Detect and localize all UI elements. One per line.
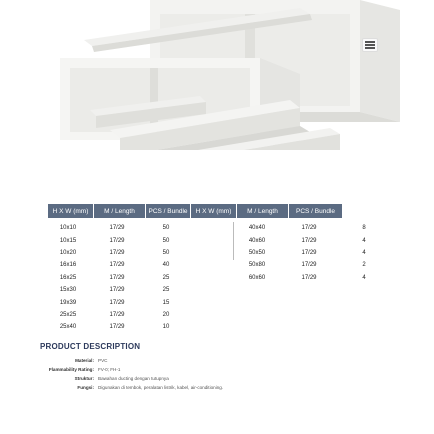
cell-pcs: 2 — [362, 262, 366, 269]
table-row — [48, 247, 186, 259]
product-description-list — [40, 356, 223, 392]
header-length-left: M / Length — [94, 204, 146, 218]
table-row — [48, 296, 186, 308]
brand-logo-icon — [362, 38, 378, 52]
cell-pcs: 50 — [162, 237, 170, 244]
description-value: PVC — [98, 358, 108, 363]
header-length-right: M / Length — [237, 204, 289, 218]
cell-length: 17/29 — [109, 274, 125, 281]
cell-length: 17/29 — [301, 225, 317, 232]
cell-pcs: 4 — [362, 249, 366, 256]
table-row — [48, 272, 186, 284]
spec-table-right — [234, 222, 390, 284]
table-row — [234, 247, 390, 259]
cell-pcs: 15 — [162, 299, 170, 306]
description-row — [40, 374, 223, 383]
description-row — [40, 365, 223, 374]
description-row — [40, 356, 223, 365]
description-key: Fungsi: — [77, 385, 94, 390]
table-row — [234, 259, 390, 271]
cell-size: 25x40 — [59, 324, 77, 331]
cell-size: 10x20 — [59, 249, 77, 256]
table-row — [48, 222, 186, 234]
cell-size: 15x30 — [59, 287, 77, 294]
cell-pcs: 8 — [362, 225, 366, 232]
description-value: FV-0; FH-1 — [98, 367, 121, 372]
cell-length: 17/29 — [301, 249, 317, 256]
cell-size: 10x15 — [59, 237, 77, 244]
cable-duct-illustration — [0, 0, 434, 212]
cell-pcs: 25 — [162, 274, 170, 281]
description-key: Material: — [75, 358, 94, 363]
table-header — [48, 204, 434, 218]
cell-size: 16x25 — [59, 274, 77, 281]
description-value: Digunakan di tembok, peralatan listrik, kabel, air-conditioning. — [98, 385, 224, 390]
table-row — [48, 259, 186, 271]
cell-size: 50x50 — [248, 249, 266, 256]
cell-length: 17/29 — [109, 311, 125, 318]
description-key: Struktur: — [74, 376, 94, 381]
cell-pcs: 25 — [162, 287, 170, 294]
cell-size: 50x80 — [248, 262, 266, 269]
cell-length: 17/29 — [109, 237, 125, 244]
cell-pcs: 50 — [162, 225, 170, 232]
cell-length: 17/29 — [109, 225, 125, 232]
cell-length: 17/29 — [109, 299, 125, 306]
product-description-title: PRODUCT DESCRIPTION — [40, 342, 141, 351]
cell-length: 17/29 — [109, 287, 125, 294]
cell-size: 10x10 — [59, 225, 77, 232]
header-pcs-left: PCS / Bundle — [146, 204, 191, 218]
product-photo — [0, 0, 434, 212]
description-value: Bawahan ducting dengan tutupnya — [98, 376, 169, 381]
cell-pcs: 4 — [362, 237, 366, 244]
header-pcs-right: PCS / Bundle — [289, 204, 343, 218]
cell-size: 60x60 — [248, 274, 266, 281]
table-row — [48, 234, 186, 246]
description-key: Flammability Rating: — [48, 367, 94, 372]
cell-size: 40x60 — [248, 237, 266, 244]
cell-length: 17/29 — [109, 262, 125, 269]
table-row — [48, 284, 186, 296]
cell-length: 17/29 — [301, 237, 317, 244]
table-row — [48, 321, 186, 333]
cell-size: 19x39 — [59, 299, 77, 306]
cell-length: 17/29 — [109, 249, 125, 256]
cell-length: 17/29 — [301, 274, 317, 281]
header-size-left: H X W (mm) — [48, 204, 94, 218]
cell-length: 17/29 — [301, 262, 317, 269]
spec-table-left — [48, 222, 186, 334]
table-row — [234, 234, 390, 246]
description-row — [40, 383, 223, 392]
cell-pcs: 10 — [162, 324, 170, 331]
cell-pcs: 4 — [362, 274, 366, 281]
cell-pcs: 50 — [162, 249, 170, 256]
cell-length: 17/29 — [109, 324, 125, 331]
cell-size: 40x40 — [248, 225, 266, 232]
cell-pcs: 40 — [162, 262, 170, 269]
table-row — [234, 272, 390, 284]
table-row — [48, 309, 186, 321]
header-size-right: H X W (mm) — [191, 204, 237, 218]
cell-pcs: 20 — [162, 311, 170, 318]
cell-size: 25x25 — [59, 311, 77, 318]
cell-size: 16x16 — [59, 262, 77, 269]
table-row — [234, 222, 390, 234]
